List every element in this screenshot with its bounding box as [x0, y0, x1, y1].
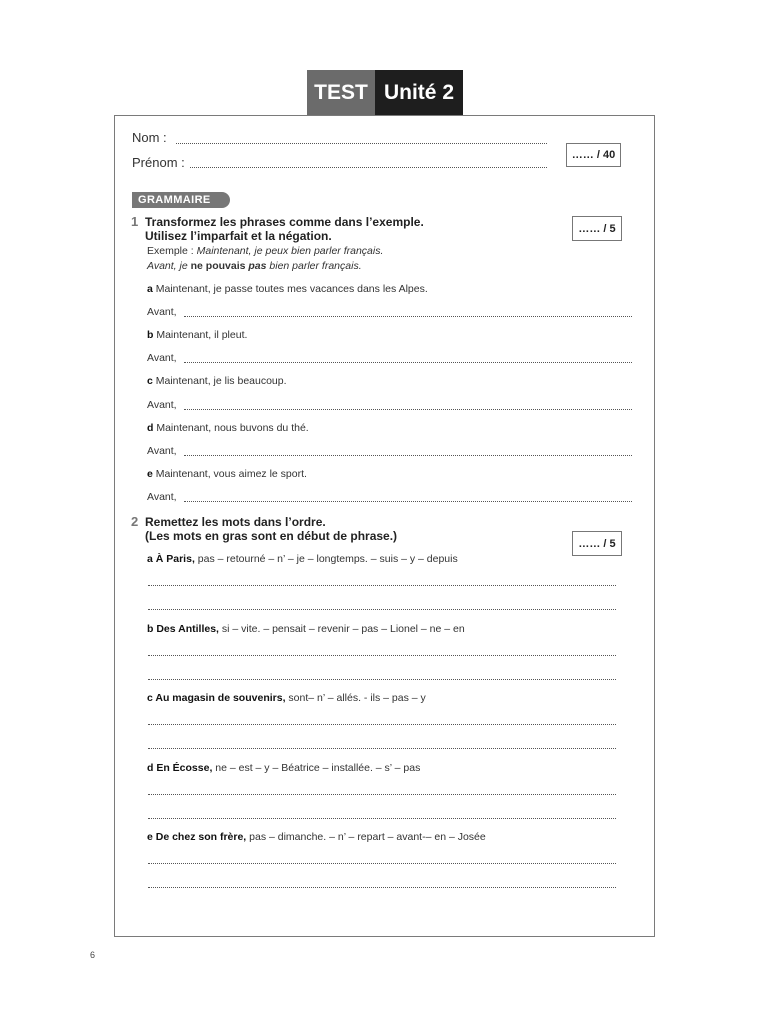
ex1-item-b	[147, 329, 247, 341]
example-answer-verb: pouvais	[205, 260, 246, 272]
exercise1-title-line2: Utilisez l’imparfait et la négation.	[145, 229, 332, 243]
ex2-item-c	[147, 692, 426, 704]
ex2-item-bold: d En Écosse,	[147, 762, 213, 774]
ex1-item-letter: a	[147, 283, 153, 295]
ex2-answer-line[interactable]	[148, 863, 616, 864]
ex2-item-bold: a À Paris,	[147, 553, 195, 565]
ex2-item-bold: c Au magasin de souvenirs,	[147, 692, 286, 704]
ex1-item-text: Maintenant, vous aimez le sport.	[155, 468, 307, 480]
ex2-answer-line[interactable]	[148, 818, 616, 819]
ex2-item-rest: pas – retourné – n’ – je – longtemps. – suis – y – depuis	[194, 553, 458, 565]
ex1-item-text: Maintenant, je passe toutes mes vacances dans les Alpes.	[155, 283, 428, 295]
ex1-item-text: Maintenant, je lis beaucoup.	[155, 375, 287, 387]
ex1-answer-line-d[interactable]	[184, 455, 632, 456]
exercise2-title-line2: (Les mots en gras sont en début de phrase.)	[145, 529, 398, 543]
ex2-answer-line[interactable]	[148, 724, 616, 725]
example-answer-pre: Avant, je	[147, 260, 191, 272]
example-answer-post: bien parler français.	[266, 260, 362, 272]
ex1-answer-prefix: Avant,	[147, 399, 177, 411]
ex1-item-text: Maintenant, il pleut.	[156, 329, 248, 341]
ex1-answer-line-a[interactable]	[184, 316, 632, 317]
ex2-item-bold: e De chez son frère,	[147, 831, 247, 843]
exercise2-title-line1: Remettez les mots dans l’ordre.	[145, 515, 326, 529]
grammaire-section-label: GRAMMAIRE	[132, 192, 230, 208]
example-label: Exemple :	[147, 245, 197, 257]
ex1-answer-prefix: Avant,	[147, 445, 177, 457]
ex1-item-text: Maintenant, nous buvons du thé.	[156, 422, 309, 434]
ex2-item-a	[147, 553, 458, 565]
ex1-item-letter: c	[147, 375, 153, 387]
title-unit-tab: Unité 2	[375, 70, 463, 115]
exercise1-title-line1: Transformez les phrases comme dans l’exemple.	[145, 215, 424, 229]
ex2-answer-line[interactable]	[148, 609, 616, 610]
ex2-answer-line[interactable]	[148, 887, 616, 888]
ex2-item-b	[147, 623, 465, 635]
ex1-item-d	[147, 422, 309, 434]
example-answer-pas: pas	[248, 260, 267, 272]
ex1-answer-line-c[interactable]	[184, 409, 632, 410]
page-number: 6	[90, 950, 96, 960]
ex2-item-bold: b Des Antilles,	[147, 623, 219, 635]
exercise1-number: 1	[131, 214, 139, 229]
ex2-item-rest: ne – est – y – Béatrice – installée. – s’ – pas	[212, 762, 421, 774]
title-test-tab: TEST	[307, 70, 375, 115]
ex1-item-a	[147, 283, 428, 295]
ex1-answer-prefix: Avant,	[147, 491, 177, 503]
ex2-item-e	[147, 831, 486, 843]
exercise2-number: 2	[131, 514, 139, 529]
total-score-box[interactable]: …… / 40	[566, 143, 621, 167]
ex2-answer-line[interactable]	[148, 585, 616, 586]
prenom-field[interactable]	[190, 167, 547, 168]
ex1-answer-prefix: Avant,	[147, 352, 177, 364]
exercise1-example	[147, 244, 383, 258]
exercise1-score-box[interactable]: …… / 5	[572, 216, 622, 241]
ex2-item-rest: sont– n’ – allés. - ils – pas – y	[285, 692, 426, 704]
ex1-item-c	[147, 375, 287, 387]
ex1-item-e	[147, 468, 307, 480]
ex2-item-rest: si – vite. – pensait – revenir – pas – Lionel – ne – en	[218, 623, 465, 635]
ex2-answer-line[interactable]	[148, 794, 616, 795]
exercise1-example-answer	[147, 259, 362, 273]
nom-field[interactable]	[176, 143, 547, 144]
ex1-item-letter: e	[147, 468, 153, 480]
ex1-item-letter: d	[147, 422, 154, 434]
ex1-answer-line-b[interactable]	[184, 362, 632, 363]
ex2-item-d	[147, 762, 420, 774]
ex1-answer-line-e[interactable]	[184, 501, 632, 502]
ex2-answer-line[interactable]	[148, 748, 616, 749]
ex1-answer-prefix: Avant,	[147, 306, 177, 318]
nom-label: Nom :	[132, 130, 167, 145]
example-answer-ne: ne	[190, 260, 203, 272]
ex1-item-letter: b	[147, 329, 154, 341]
exercise2-score-box[interactable]: …… / 5	[572, 531, 622, 556]
example-text: Maintenant, je peux bien parler français.	[196, 245, 384, 257]
ex2-answer-line[interactable]	[148, 679, 616, 680]
prenom-label: Prénom :	[132, 155, 185, 170]
ex2-item-rest: pas – dimanche. – n’ – repart – avant-– en – Josée	[246, 831, 486, 843]
ex2-answer-line[interactable]	[148, 655, 616, 656]
